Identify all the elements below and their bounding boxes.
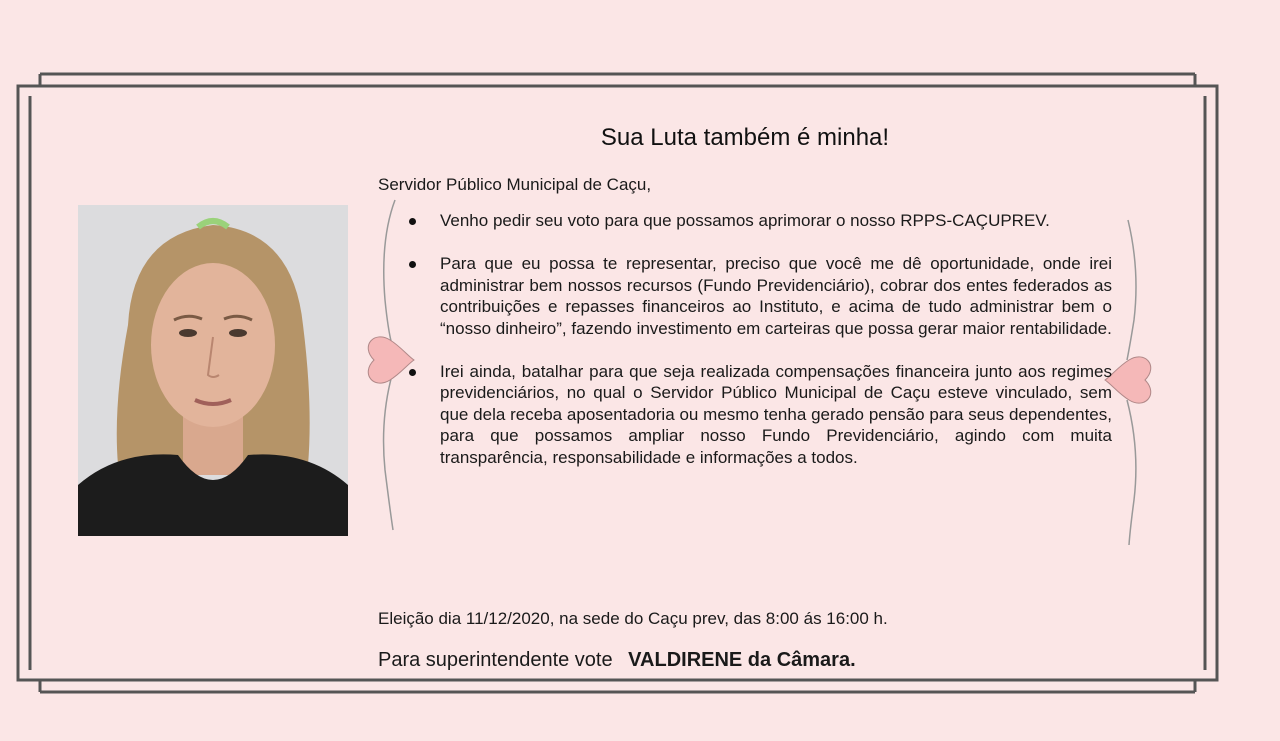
page-title: Sua Luta também é minha! [600, 124, 890, 151]
greeting: Servidor Público Municipal de Caçu, [378, 175, 652, 194]
list-item [408, 210, 1112, 232]
list-item-text: Venho pedir seu voto para que possamos aprimorar o nosso RPPS-CAÇUPREV. [440, 211, 1050, 230]
list-item [408, 361, 1112, 469]
list-item-text: Irei ainda, batalhar para que seja realizada compensações financeira junto aos regimes previdenciários, no qual o Servidor Público Municipal de Caçu esteve vinculado, sem que dela receba aposentadoria ou mesmo tenha gerado pensão para seus dependentes, para que possamos ampliar nosso Fundo Previdenciário, agindo com muita transparência, responsabilidade e informações a todos. [440, 361, 1112, 467]
bullet-icon [409, 369, 416, 376]
candidate-photo [78, 205, 348, 536]
proposal-list [408, 210, 1112, 490]
candidate-name: VALDIRENE da Câmara. [628, 649, 856, 671]
list-item [408, 253, 1112, 339]
list-item-text: Para que eu possa te representar, preciso que você me dê oportunidade, onde irei administrar bem nossos recursos (Fundo Previdenciário), cobrar dos entes federados as contribuições e repasses financeiros ao Instituto, e acima de tudo administrar bem o “nosso dinheiro”, fazendo investimento em carteiras que possa gerar maior rentabilidade. [440, 254, 1112, 338]
election-info: Eleição dia 11/12/2020, na sede do Caçu prev, das 8:00 ás 16:00 h. [378, 609, 888, 628]
bullet-icon [409, 261, 416, 268]
bullet-icon [409, 218, 416, 225]
vote-line [378, 649, 856, 672]
vote-prefix: Para superintendente vote [378, 649, 613, 671]
